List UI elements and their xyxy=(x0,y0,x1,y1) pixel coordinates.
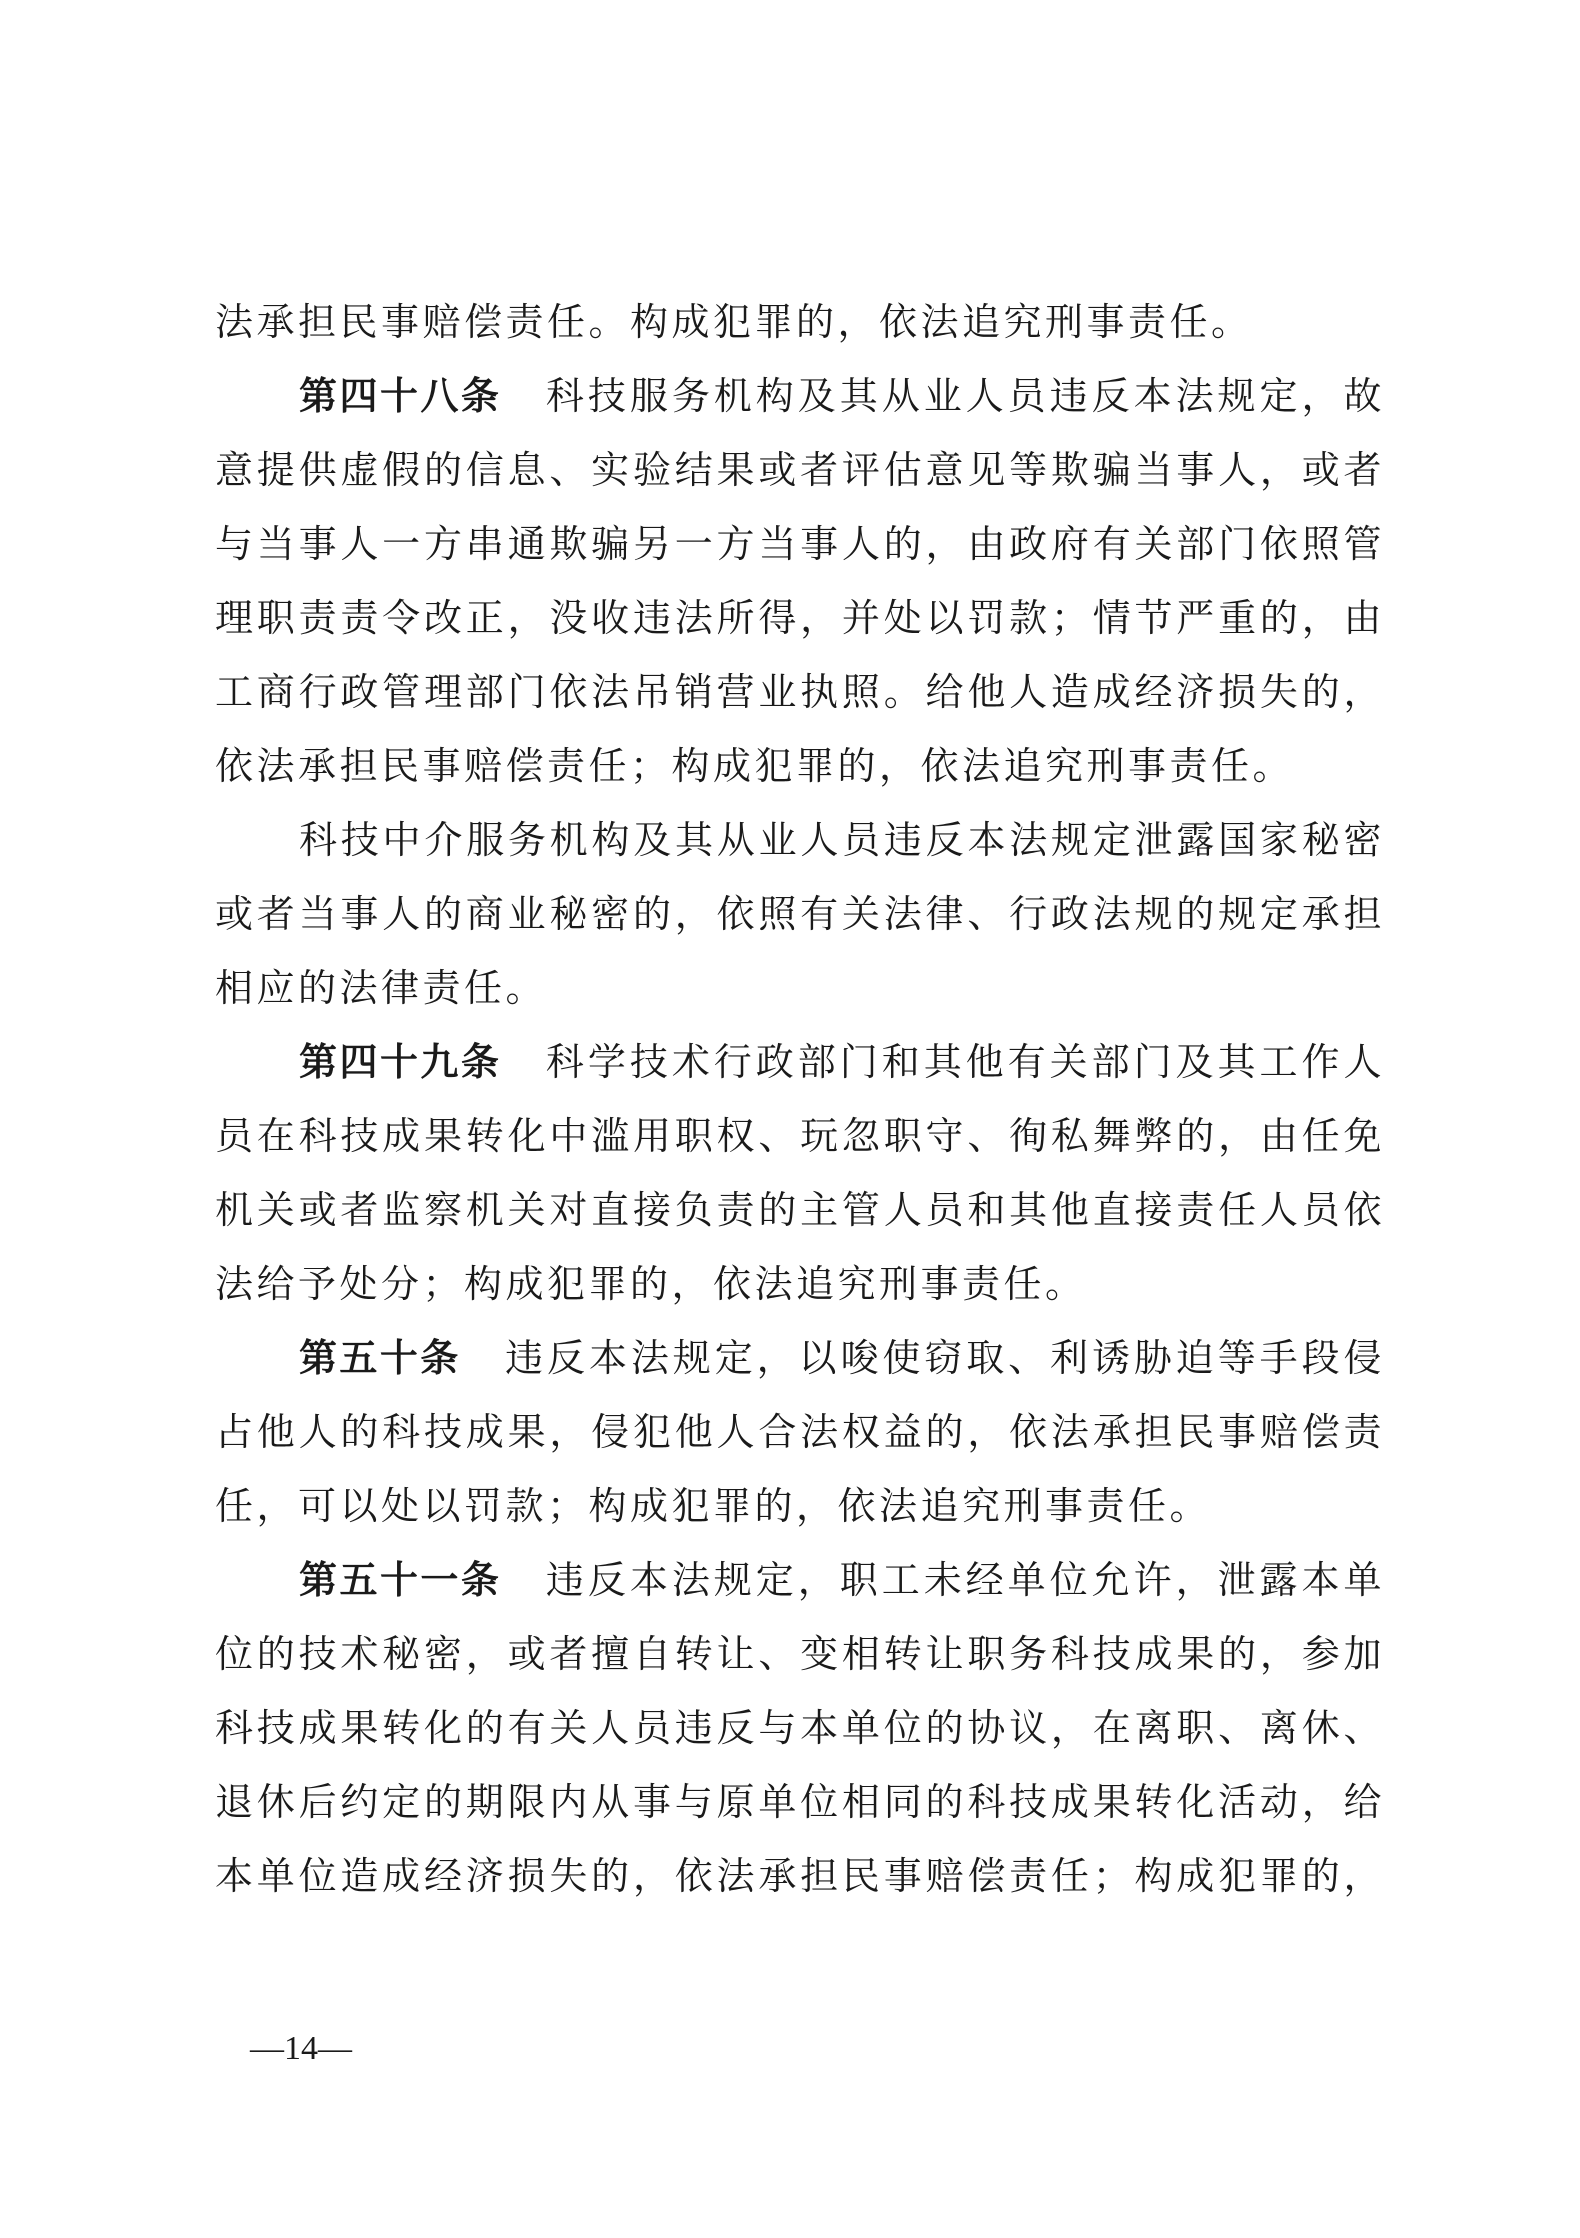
text-line: 担相应的法律责任。 xyxy=(215,892,1385,1010)
article-51 xyxy=(215,1543,1385,1913)
page-number: —14— xyxy=(250,2030,352,2067)
text-line: 违反本法规定，以唆使窃取、利诱胁迫等手段侵 xyxy=(504,1336,1385,1380)
article-49 xyxy=(215,1025,1385,1321)
text-line: 科技中介服务机构及其从业人员违反本法规定泄露国家秘 xyxy=(299,818,1344,862)
article-heading: 第四十八条 xyxy=(299,374,502,418)
text-line: 人员在科技成果转化中滥用职权、玩忽职守、徇私舞弊的，由任 xyxy=(215,1040,1385,1158)
text-line: 科技成果转化的有关人员违反与本单位的协议，在离职、离休、 xyxy=(215,1706,1385,1750)
text-line: 位的技术秘密，或者擅自转让、变相转让职务科技成果的，参加 xyxy=(215,1632,1385,1676)
article-48 xyxy=(215,359,1385,803)
text-line: 本单位造成经济损失的，依法承担民事赔偿责任；构成犯罪的， xyxy=(215,1854,1385,1898)
text-line: 违反本法规定，职工未经单位允许，泄露本单 xyxy=(545,1558,1385,1602)
text-line: 意提供虚假的信息、实验结果或者评估意见等欺骗当事人，或者 xyxy=(215,448,1385,492)
text-line: 退休后约定的期限内从事与原单位相同的科技成果转化活动，给 xyxy=(215,1780,1385,1824)
article-50 xyxy=(215,1321,1385,1543)
text-line: 任，可以处以罚款；构成犯罪的，依法追究刑事责任。 xyxy=(215,1484,1212,1528)
text-line: 工商行政管理部门依法吊销营业执照。给他人造成经济损失的， xyxy=(215,670,1385,714)
text-line: 理职责责令改正，没收违法所得，并处以罚款；情节严重的，由 xyxy=(215,596,1385,640)
article-heading: 第四十九条 xyxy=(299,1040,502,1084)
article-heading: 第五十一条 xyxy=(299,1558,502,1602)
text-line: 与当事人一方串通欺骗另一方当事人的，由政府有关部门依照管 xyxy=(215,522,1385,566)
article-heading: 第五十条 xyxy=(299,1336,461,1380)
text-line: 科技服务机构及其从业人员违反本法规定，故 xyxy=(545,374,1385,418)
text-line: 密或者当事人的商业秘密的，依照有关法律、行政法规的规定承 xyxy=(215,818,1385,936)
text-line: 科学技术行政部门和其他有关部门及其工作 xyxy=(545,1040,1344,1084)
text-line: 免机关或者监察机关对直接负责的主管人员和其他直接责任人 xyxy=(215,1114,1385,1232)
text-line: 员依法给予处分；构成犯罪的，依法追究刑事责任。 xyxy=(215,1188,1385,1306)
text-line: 占他人的科技成果，侵犯他人合法权益的，依法承担民事赔偿责 xyxy=(215,1410,1385,1454)
text-line: 依法承担民事赔偿责任；构成犯罪的，依法追究刑事责任。 xyxy=(215,744,1295,788)
text-line: 法承担民事赔偿责任。构成犯罪的，依法追究刑事责任。 xyxy=(215,300,1253,344)
paragraph-48-2 xyxy=(215,803,1385,1025)
paragraph-continuation xyxy=(215,285,1385,359)
body-text xyxy=(215,285,1385,1913)
